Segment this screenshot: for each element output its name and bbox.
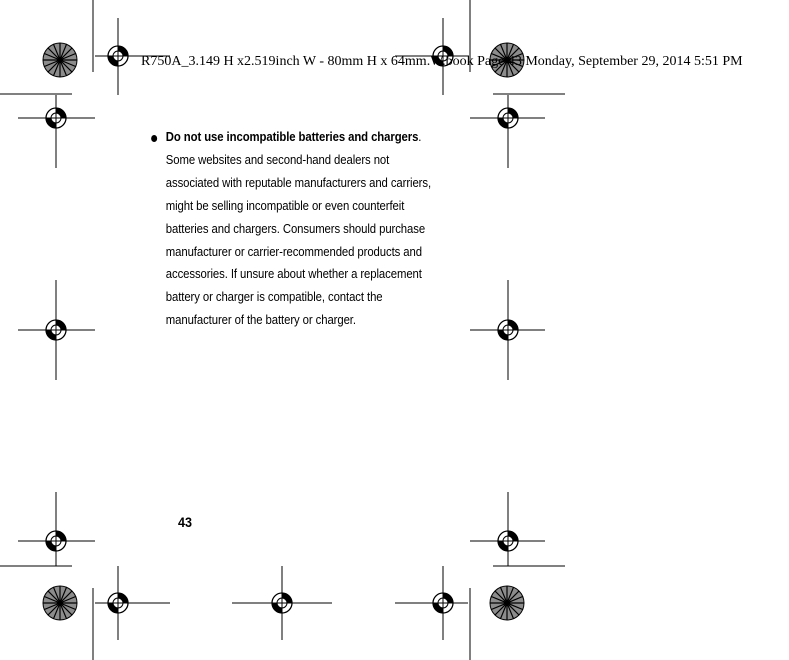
color-bar-target-icon [43,43,77,77]
registration-mark-icon [268,589,296,617]
page-number: 43 [178,514,193,530]
registration-mark-icon [42,104,70,132]
print-slug-line: R750A_3.149 H x2.519inch W - 80mm H x 64mm.W.book Page 43 Monday, September 29, 2014 5:51 PM [141,54,743,69]
registration-mark-icon [42,316,70,344]
bullet-title: Do not use incompatible batteries and chargers [165,129,419,144]
registration-mark-icon [104,589,132,617]
registration-mark-icon [494,527,522,555]
registration-mark-icon [429,589,457,617]
color-bar-target-icon [490,586,524,620]
registration-guides [18,18,545,640]
registration-mark-icon [494,104,522,132]
registration-mark-icon [104,42,132,70]
registration-mark-icon [494,316,522,344]
bullet-body: . Some websites and second-hand dealers not associated with reputable manufacturers and carriers, might be selling incompatible or even counterfeit batteries and chargers. Consumers should purchase manufacturer or carrier-recommended products and accessories. If unsure about whether a replacement battery or charger is compatible, contact the manufacturer of the battery or charger. [165,129,432,328]
registration-mark-icon [42,527,70,555]
color-bar-target-icon [43,586,77,620]
